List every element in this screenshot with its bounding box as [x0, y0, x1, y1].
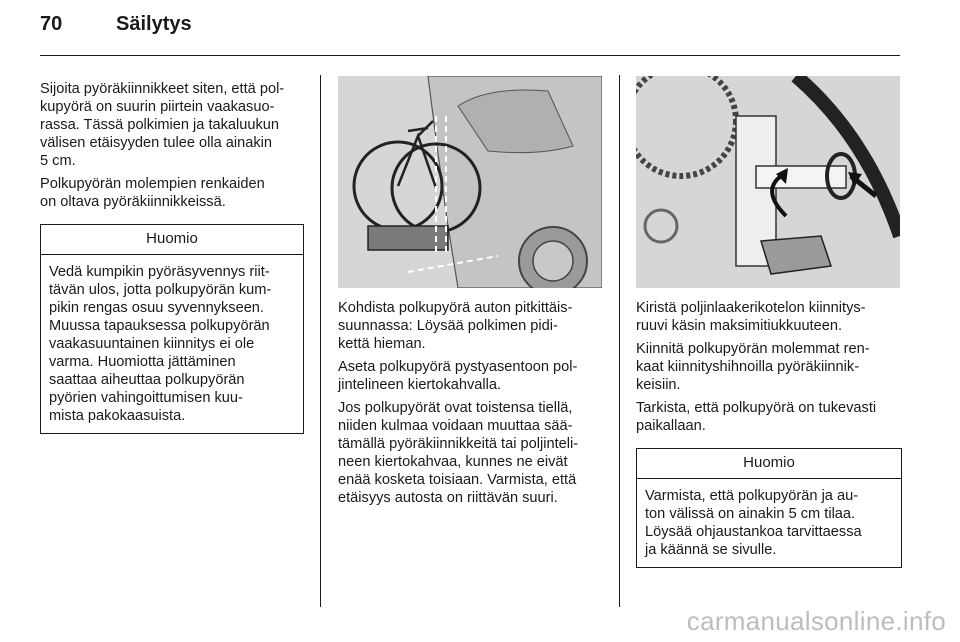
page-title: Säilytys: [116, 13, 192, 35]
paragraph: Sijoita pyöräkiinnikkeet siten, että pol- kupyörä on suurin piirtein vaakasuo- rassa. Tässä polkimien ja takaluukun välisen etäisyyden tulee olla ainakin 5 cm.: [40, 81, 285, 169]
watermark: carmanualsonline.info: [686, 606, 946, 636]
page-number: 70: [40, 13, 63, 35]
column-2: [338, 299, 604, 512]
notice-body: Vedä kumpikin pyöräsyvennys riit- tävän ulos, jotta polkupyörän kum- pikin rengas osuu syvennykseen. Muussa tapauksessa polkupyörän vaakasuuntainen kiinnitys ei ole varma. Huomiotta jättäminen saattaa aiheuttaa polkupyörän pyörien vahingoittumisen kuu- mista pakokaasuista.: [49, 264, 272, 424]
pedal-holder-illustration: [636, 76, 900, 288]
paragraph: Aseta polkupyörä pystyasentoon pol- jintelineen kiertokahvalla.: [338, 359, 578, 393]
notice-title: Huomio: [41, 225, 303, 255]
paragraph: Kohdista polkupyörä auton pitkittäis- suunnassa: Löysää polkimen pidi- kettä hieman.: [338, 300, 573, 352]
pedal-holder-drawing: [636, 76, 900, 288]
paragraph: Kiinnitä polkupyörän molemmat ren- kaat kiinnityshihnoilla pyöräkiinnik- keisiin.: [636, 341, 870, 393]
paragraph: Jos polkupyörät ovat toistensa tiellä, niiden kulmaa voidaan muuttaa sää- tämällä pyöräkiinnikkeitä tai poljinteli- neen kiertokahvaa, kunnes ne eivät enää kosketa toisiaan. Varmista, että etäisyys autosta on riittävän suuri.: [338, 400, 579, 506]
bike-carrier-drawing: [338, 76, 602, 288]
notice-body: Varmista, että polkupyörän ja au- ton välissä on ainakin 5 cm tilaa. Löysää ohjaustankoa tarvittaessa ja käännä se sivulle.: [645, 488, 862, 558]
paragraph: Polkupyörän molempien renkaiden on oltava pyöräkiinnikkeissä.: [40, 176, 265, 210]
paragraph: Kiristä poljinlaakerikotelon kiinnitys- ruuvi käsin maksimitiukkuuteen.: [636, 300, 866, 334]
bike-carrier-illustration: [338, 76, 602, 288]
header-rule: [40, 55, 900, 56]
notice-title: Huomio: [637, 449, 901, 479]
notice-box: [636, 448, 902, 568]
paragraph: Tarkista, että polkupyörä on tukevasti paikallaan.: [636, 400, 877, 434]
column-divider-left: [320, 75, 321, 607]
notice-box: [40, 224, 304, 434]
column-divider-right: [619, 75, 620, 607]
column-3: [636, 299, 902, 568]
column-1: [40, 80, 304, 434]
